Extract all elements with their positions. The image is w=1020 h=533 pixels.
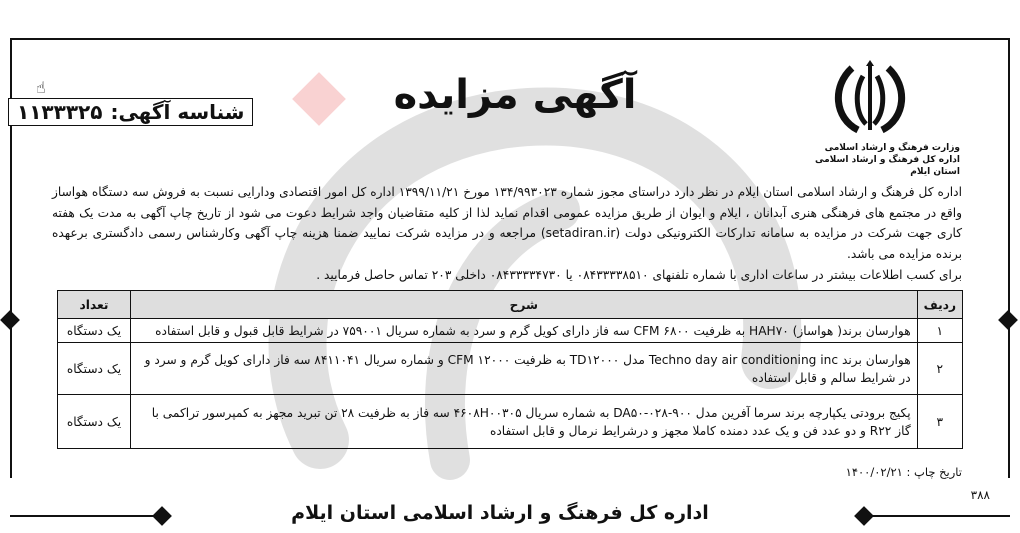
ad-id-badge (8, 98, 253, 126)
ministry-name: وزارت فرهنگ و ارشاد اسلامی (824, 143, 960, 153)
iran-emblem-icon (830, 58, 910, 138)
header-description: شرح (131, 291, 918, 319)
diamond-ornament-left (0, 310, 20, 330)
row-description: هوارسان برند Techno day air conditioning inc مدل TD۱۲۰۰۰ به ظرفیت CFM ۱۲۰۰۰ و شماره سریال ۸۴۱۱۰۴۱ سه فاز دارای کویل گرم و سرد و در شرایط سالم و قابل استفاده (131, 343, 918, 395)
print-date: تاریخ چاپ : ۱۴۰۰/۰۲/۲۱ (845, 465, 962, 479)
announcement-body: اداره کل فرهنگ و ارشاد اسلامی استان ایلام در نظر دارد دراستای مجوز شماره ۱۳۴/۹۹۳۰۲۳ مورخ ۱۳۹۹/۱۱/۲۱ اداره کل امور اقتصادی ودارایی نسبت به فروش سه دستگاه هواساز واقع در مجتمع های فرهنگی هنری آبدانان ، ایلام و ایوان از طریق مزایده عمومی اقدام نماید لذا از کلیه متقاضیان واجد شرایط دعوت می شود از تاریخ چاپ آگهی به مدت یک هفته کاری جهت شرکت در مزایده به سامانه تدارکات الکترونیکی دولت (setadiran.ir) مراجعه و در مزایده شرکت نمایید ضمنا هزینه چاپ آگهی وکارشناس رسمی دادگستری برعهده برنده مزایده می باشد. (52, 185, 962, 261)
ad-id-label: شناسه آگهی: (110, 100, 245, 124)
row-quantity: یک دستگاه (58, 319, 131, 343)
hand-cursor-icon: ☝ (36, 78, 46, 97)
diamond-ornament-bottom-right (854, 506, 874, 526)
page-number: ۳۸۸ (970, 488, 990, 502)
contact-info: برای کسب اطلاعات بیشتر در ساعات اداری با شماره تلفنهای ۰۸۴۳۳۳۳۸۵۱۰ یا ۰۸۴۳۳۳۳۴۷۳۰ داخلی ۲۰۳ تماس حاصل فرمایید . (316, 268, 962, 282)
row-index: ۱ (917, 319, 962, 343)
ministry-caption (790, 142, 960, 178)
frame-top-line (10, 38, 1010, 40)
directorate-name: اداره کل فرهنگ و ارشاد اسلامی استان ایلام (815, 155, 960, 177)
footer-directorate: اداره کل فرهنگ و ارشاد اسلامی استان ایلام (291, 502, 709, 524)
row-quantity: یک دستگاه (58, 343, 131, 395)
table-row (58, 319, 963, 343)
frame-bottom-left-line (10, 515, 160, 517)
row-quantity: یک دستگاه (58, 395, 131, 449)
table-header-row (58, 291, 963, 319)
ad-id-value: ۱۱۳۳۳۲۵ (17, 100, 103, 124)
header-quantity: تعداد (58, 291, 131, 319)
table-row (58, 395, 963, 449)
page-title: آگهی مزایده (393, 72, 637, 118)
frame-bottom-right-line (870, 515, 1010, 517)
row-description: پکیج برودتی یکپارچه برند سرما آفرین مدل ۹۰۰-۰۲۸-DA۵۰ به شماره سریال ۴۶۰۸H۰۰۳۰۵ سه فاز به ظرفیت ۲۸ تن تبرید مجهز به کمپرسور تراکمی با گاز R۲۲ و دو عدد فن و یک عدد دمنده کاملا مجهز و درشرایط نرمال و قابل استفاده (131, 395, 918, 449)
header-index: ردیف (917, 291, 962, 319)
diamond-ornament-right (998, 310, 1018, 330)
row-index: ۳ (917, 395, 962, 449)
table-row (58, 343, 963, 395)
frame-right-line (1008, 38, 1010, 478)
items-table (57, 290, 963, 449)
row-description: هوارسان برند( هواساز) HAH۷۰ به ظرفیت CFM ۶۸۰۰ سه فاز دارای کویل گرم و سرد به شماره سریال ۷۵۹۰۰۱ در شرایط قابل قبول و قابل استفاده (131, 319, 918, 343)
row-index: ۲ (917, 343, 962, 395)
